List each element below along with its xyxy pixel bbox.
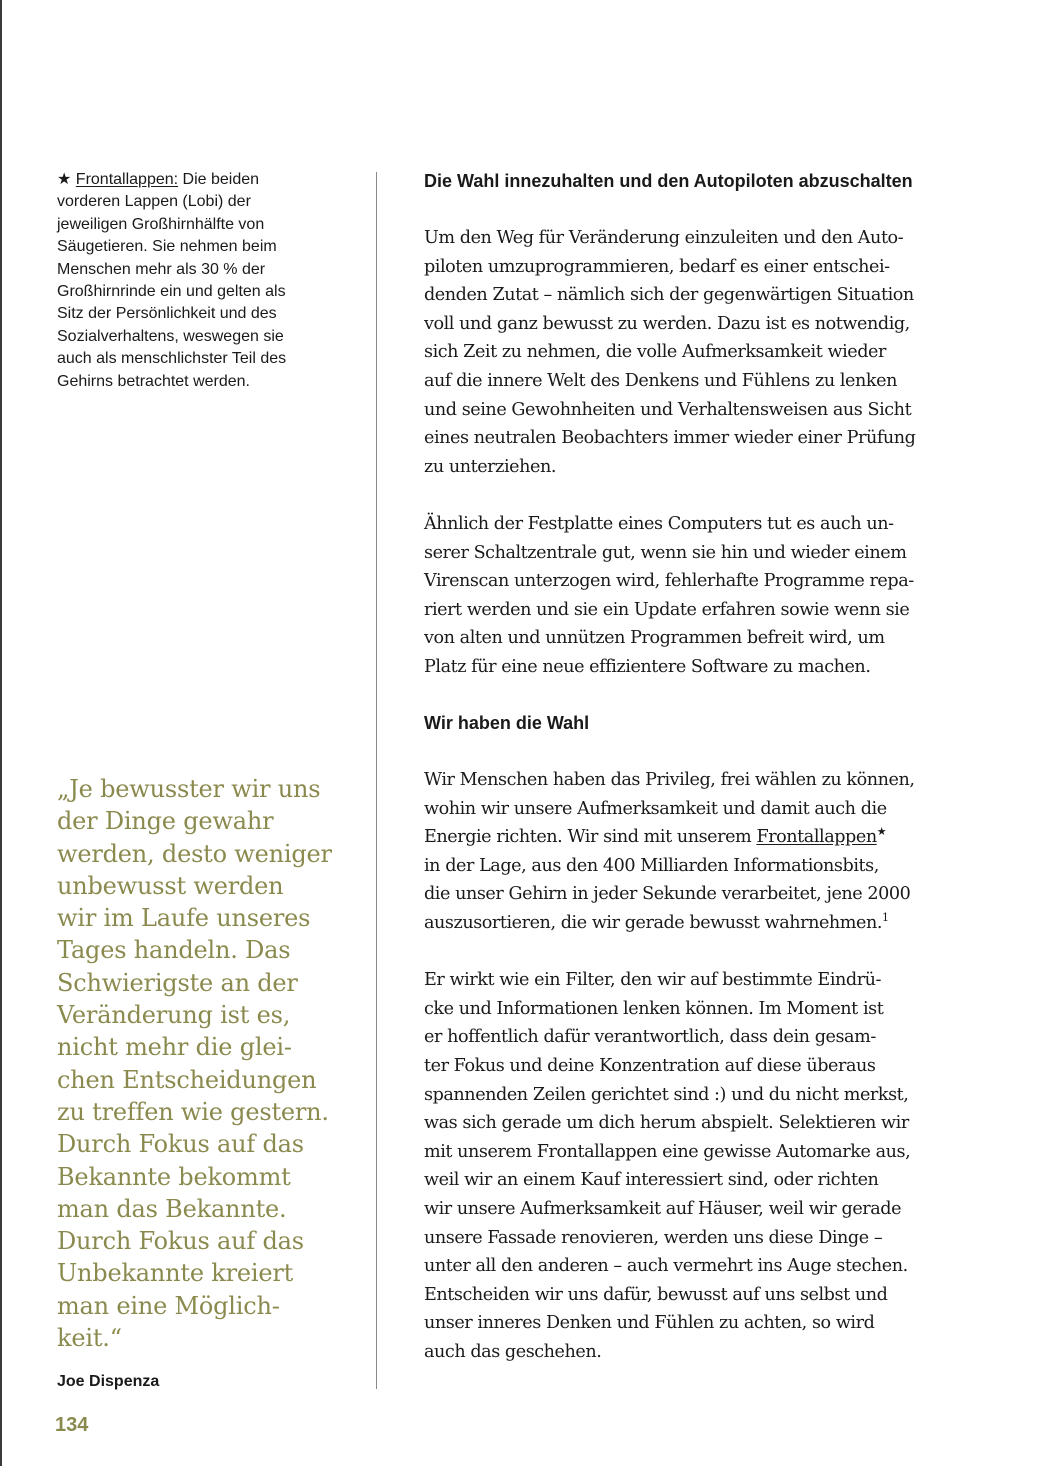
paragraph [424, 966, 1004, 1366]
text-line: auch das geschehen. [424, 1341, 602, 1362]
quote-line: Schwierigste an der [57, 968, 298, 997]
footnote-line: Die beiden [178, 171, 260, 188]
text-line: Entscheiden wir uns dafür, bewusst auf uns selbst und [424, 1284, 888, 1305]
quote-line: Unbekannte kreiert [57, 1259, 294, 1288]
text-line: spannenden Zeilen gerichtet sind :) und du nicht merkst, [424, 1084, 909, 1105]
text-line: zu unterziehen. [424, 456, 556, 477]
paragraph [424, 766, 1004, 938]
text-line: piloten umzuprogrammieren, bedarf es einer entschei- [424, 256, 890, 277]
text-line: Um den Weg für Veränderung einzuleiten und den Auto- [424, 228, 904, 248]
star-icon: ★ [57, 171, 72, 188]
column-divider [376, 172, 377, 1389]
footnote-line: jeweiligen Großhirnhälfte von [57, 215, 265, 233]
text-line: unser inneres Denken und Fühlen zu achten, so wird [424, 1313, 875, 1334]
text-line: ter Fokus und deine Konzentration auf diese überaus [424, 1056, 876, 1077]
pull-quote [57, 773, 332, 1354]
paragraph [424, 224, 1004, 481]
text-line: Er wirkt wie ein Filter, den wir auf bestimmte Eindrü- [424, 970, 882, 991]
sidebar-footnote [57, 169, 325, 393]
text-line: cke und Informationen lenken können. Im Moment ist [424, 998, 884, 1019]
paragraph [424, 510, 1004, 682]
quote-line: chen Entscheidungen [57, 1065, 317, 1094]
text-line: denden Zutat – nämlich sich der gegenwärtigen Situation [424, 285, 914, 306]
text-fragment: auszusortieren, die wir gerade bewusst wahrnehmen. [424, 913, 883, 934]
text-line: riert werden und sie ein Update erfahren sowie wenn sie [424, 599, 910, 620]
footnote-term: Frontallappen: [75, 171, 179, 188]
star-icon: ★ [876, 825, 887, 839]
quote-line: werden, desto weniger [57, 839, 332, 868]
quote-line: keit.“ [57, 1324, 122, 1353]
text-line: unsere Fassade renovieren, werden uns diese Dinge – [424, 1227, 883, 1248]
footnote-line: Sozialverhaltens, weswegen sie [57, 327, 284, 345]
footnote-line: Großhirnrinde ein und gelten als [57, 283, 286, 301]
quote-line: Durch Fokus auf das [57, 1227, 304, 1256]
text-line: weil wir an einem Kauf interessiert sind, oder richten [424, 1170, 879, 1191]
text-line [424, 909, 1004, 938]
text-line: was sich gerade um dich herum abspielt. Selektieren wir [424, 1113, 909, 1134]
text-line [424, 823, 1004, 852]
text-line: Wir Menschen haben das Privileg, frei wählen zu können, [424, 770, 915, 791]
text-line: wohin wir unsere Aufmerksamkeit und damit auch die [424, 798, 887, 819]
page-number: 134 [55, 1414, 89, 1436]
main-text-column [424, 168, 1004, 1367]
quote-line: zu treffen wie gestern. [57, 1097, 329, 1126]
quote-line: man das Bekannte. [57, 1194, 287, 1223]
quote-line: Durch Fokus auf das [57, 1130, 304, 1159]
footnote-line: Säugetieren. Sie nehmen beim [57, 238, 277, 256]
quote-line: der Dinge gewahr [57, 807, 274, 836]
quote-author: Joe Dispenza [57, 1373, 160, 1390]
text-line: Ähnlich der Festplatte eines Computers tut es auch un- [424, 513, 894, 534]
text-line: Virenscan unterzogen wird, fehlerhafte Programme repa- [424, 571, 914, 592]
quote-line: unbewusst werden [57, 871, 284, 900]
footnote-reference[interactable]: 1 [882, 911, 889, 925]
frontallappen-link[interactable]: Frontallappen [756, 827, 877, 848]
text-line: in der Lage, aus den 400 Milliarden Informationsbits, [424, 855, 879, 876]
footnote-line: Sitz der Persönlichkeit und des [57, 305, 277, 323]
text-line: von alten und unnützen Programmen befreit wird, um [424, 628, 885, 649]
quote-line: Bekannte bekommt [57, 1162, 291, 1191]
footnote-line: auch als menschlichster Teil des [57, 350, 287, 368]
text-line: die unser Gehirn in jeder Sekunde verarbeitet, jene 2000 [424, 884, 911, 905]
footnote-line: Gehirns betrachtet werden. [57, 372, 250, 390]
text-line: serer Schaltzentrale gut, wenn sie hin und wieder einem [424, 542, 907, 563]
text-line: er hoffentlich dafür verantwortlich, dass dein gesam- [424, 1027, 876, 1048]
text-fragment: Energie richten. Wir sind mit unserem [424, 827, 757, 848]
section-heading: Die Wahl innezuhalten und den Autopiloten abzuschalten [424, 171, 913, 191]
text-line: unter all den anderen – auch vermehrt ins Auge stechen. [424, 1256, 908, 1277]
footnote-line: Menschen mehr als 30 % der [57, 260, 266, 278]
text-line: wir unsere Aufmerksamkeit auf Häuser, weil wir gerade [424, 1199, 902, 1219]
quote-line: nicht mehr die glei- [57, 1033, 292, 1062]
text-line: sich Zeit zu nehmen, die volle Aufmerksamkeit wieder [424, 342, 886, 363]
text-line: Platz für eine neue effizientere Software zu machen. [424, 656, 871, 677]
section-heading: Wir haben die Wahl [424, 713, 590, 734]
quote-line: „Je bewusster wir uns [57, 775, 321, 803]
footnote-line: vorderen Lappen (Lobi) der [57, 193, 251, 211]
text-line: auf die innere Welt des Denkens und Fühlens zu lenken [424, 370, 897, 391]
text-line: voll und ganz bewusst zu werden. Dazu ist es notwendig, [424, 313, 910, 334]
page-edge [0, 0, 2, 1466]
quote-line: wir im Laufe unseres [57, 904, 311, 933]
quote-line: Tages handeln. Das [57, 936, 291, 965]
text-line: und seine Gewohnheiten und Verhaltensweisen aus Sicht [424, 399, 912, 420]
text-line: mit unserem Frontallappen eine gewisse Automarke aus, [424, 1141, 911, 1162]
text-line: eines neutralen Beobachters immer wieder einer Prüfung [424, 428, 916, 449]
quote-line: Veränderung ist es, [57, 1001, 291, 1030]
quote-line: man eine Möglich- [57, 1291, 280, 1320]
